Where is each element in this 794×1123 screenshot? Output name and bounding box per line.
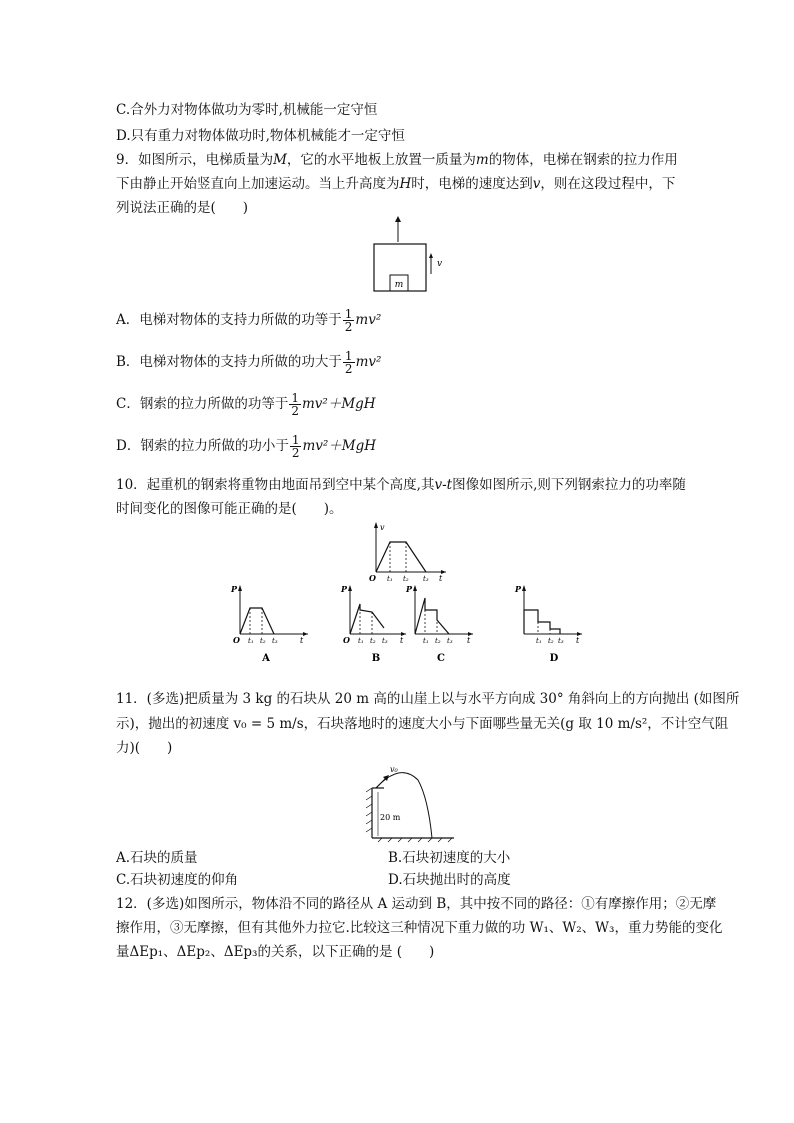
cable-arrowhead <box>395 216 401 222</box>
q10-stem-line1: 10．起重机的钢索将重物由地面吊到空中某个高度,其v-t图像如图所示,则下列钢索拉力的功率随 <box>116 477 686 493</box>
tick-t2: t₂ <box>403 575 409 582</box>
tick-t3: t₃ <box>272 637 278 645</box>
q12-stem-line3: 量ΔEp₁、ΔEp₂、ΔEp₃的关系，以下正确的是 ( ) <box>116 944 435 960</box>
tick-t1: t₁ <box>248 637 254 645</box>
cliff-figure <box>362 758 456 844</box>
velocity-arrowhead <box>429 253 433 258</box>
tick-t1: t₁ <box>358 637 364 645</box>
tick-t3: t₃ <box>382 637 388 645</box>
velocity-label: v <box>437 259 443 269</box>
q9-stem-line1: 9．如图所示，电梯质量为M，它的水平地板上放置一质量为m的物体，电梯在钢索的拉力作用 <box>116 152 678 168</box>
vt-graph <box>366 520 448 582</box>
y-axis-arrow <box>413 585 417 591</box>
y-label: P <box>341 584 348 594</box>
q11-stem-line3: 力)( ) <box>116 740 173 756</box>
tick-t2: t₂ <box>548 637 554 645</box>
tick-t3: t₃ <box>558 637 564 645</box>
y-axis-arrow <box>374 522 378 528</box>
elevator-figure <box>368 216 448 296</box>
q9-option-b: B．电梯对物体的支持力所做的功大于 $\frac{1}{2}$ mv² <box>116 349 382 376</box>
y-label: v <box>380 523 385 532</box>
origin-label: O <box>343 635 350 645</box>
p-curve <box>524 610 560 634</box>
y-axis-arrow <box>522 585 526 591</box>
q11-stem-line1: 11．(多选)把质量为 3 kg 的石块从 20 m 高的山崖上以与水平方向成 30° 角斜向上的方向抛出 (如图所 <box>116 691 740 707</box>
y-label: P <box>406 584 413 594</box>
y-label: P <box>231 584 238 594</box>
tick-t2: t₂ <box>435 637 441 645</box>
option-letter: C <box>437 653 445 664</box>
hatch <box>366 788 372 792</box>
option-letter: A <box>262 653 270 664</box>
x-label: t <box>467 636 471 645</box>
tick-t2: t₂ <box>260 637 266 645</box>
origin-label: O <box>233 635 240 645</box>
half-fraction: $\frac{1}{2}$ <box>344 307 353 334</box>
x-axis-arrow <box>303 632 308 636</box>
v0-label: v₀ <box>390 765 398 774</box>
vt-curve <box>376 542 426 572</box>
q12-stem-line1: 12．(多选)如图所示，物体沿不同的路径从 A 运动到 B，其中按不同的路径：①有摩擦作用；②无摩 <box>116 896 717 912</box>
option-letter: D <box>549 653 559 664</box>
hatch <box>366 828 372 832</box>
trajectory <box>376 773 432 838</box>
q10-stem-line2: 时间变化的图像可能正确的是( )。 <box>116 501 343 517</box>
option-letter: B <box>371 653 381 664</box>
x-label: t <box>400 636 404 645</box>
q12-stem-line2: 擦作用，③无摩擦，但有其他外力拉它.比较这三种情况下重力做的功 W₁、W₂、W₃，重力势能的变化 <box>116 920 723 936</box>
q9-stem-line2: 下由静止开始竖直向上加速运动。当上升高度为H时，电梯的速度达到v，则在这段过程中，下 <box>116 176 676 192</box>
p-graph-d <box>514 582 594 664</box>
x-label: t <box>300 636 304 645</box>
hatch <box>366 812 372 816</box>
origin-label: O <box>369 573 376 582</box>
q8-option-c: C.合外力对物体做功为零时,机械能一定守恒 <box>116 102 378 118</box>
tick-t1: t₁ <box>536 637 542 645</box>
hatch <box>366 804 372 808</box>
p-curve <box>240 608 274 634</box>
y-axis-arrow <box>238 585 242 591</box>
q11-stem-line2: 示)，抛出的初速度 v₀ = 5 m/s，石块落地时的速度大小与下面哪些量无关(g 取 10 m/s²，不计空气阻 <box>116 716 729 732</box>
q9-option-c: C．钢索的拉力所做的功等于 $\frac{1}{2}$ mv²＋MgH <box>116 391 376 418</box>
tick-t2: t₂ <box>370 637 376 645</box>
p-graph-a <box>230 582 310 664</box>
p-graph-c <box>405 582 477 664</box>
tick-t3: t₃ <box>447 637 453 645</box>
tick-t1: t₁ <box>387 575 393 582</box>
tick-t1: t₁ <box>423 637 429 645</box>
q11-option-b: B.石块初速度的大小 <box>388 850 511 866</box>
tick-t3: t₃ <box>423 575 429 582</box>
q9-option-d: D．钢索的拉力所做的功小于 $\frac{1}{2}$ mv²＋MgH <box>116 433 377 460</box>
q8-option-d: D.只有重力对物体做功时,物体机械能才一定守恒 <box>116 128 405 144</box>
q9-stem-line3: 列说法正确的是( ) <box>116 200 249 216</box>
x-label: t <box>576 636 580 645</box>
half-fraction: $\frac{1}{2}$ <box>344 349 353 376</box>
y-label: P <box>515 584 522 594</box>
hatch <box>366 796 372 800</box>
y-axis-arrow <box>348 585 352 591</box>
q9-option-a: A．电梯对物体的支持力所做的功等于 $\frac{1}{2}$ mv² <box>116 307 382 334</box>
half-fraction: $\frac{1}{2}$ <box>291 433 300 460</box>
p-curve <box>415 598 449 634</box>
height-label: 20 m <box>380 813 401 822</box>
q11-option-d: D.石块抛出时的高度 <box>388 872 511 888</box>
half-fraction: $\frac{1}{2}$ <box>291 391 299 418</box>
mass-label: m <box>394 280 404 290</box>
p-curve <box>350 604 384 634</box>
q11-option-a: A.石块的质量 <box>116 850 198 866</box>
hatch <box>366 820 372 824</box>
q11-option-c: C.石块初速度的仰角 <box>116 872 239 888</box>
x-label: t <box>439 574 443 582</box>
